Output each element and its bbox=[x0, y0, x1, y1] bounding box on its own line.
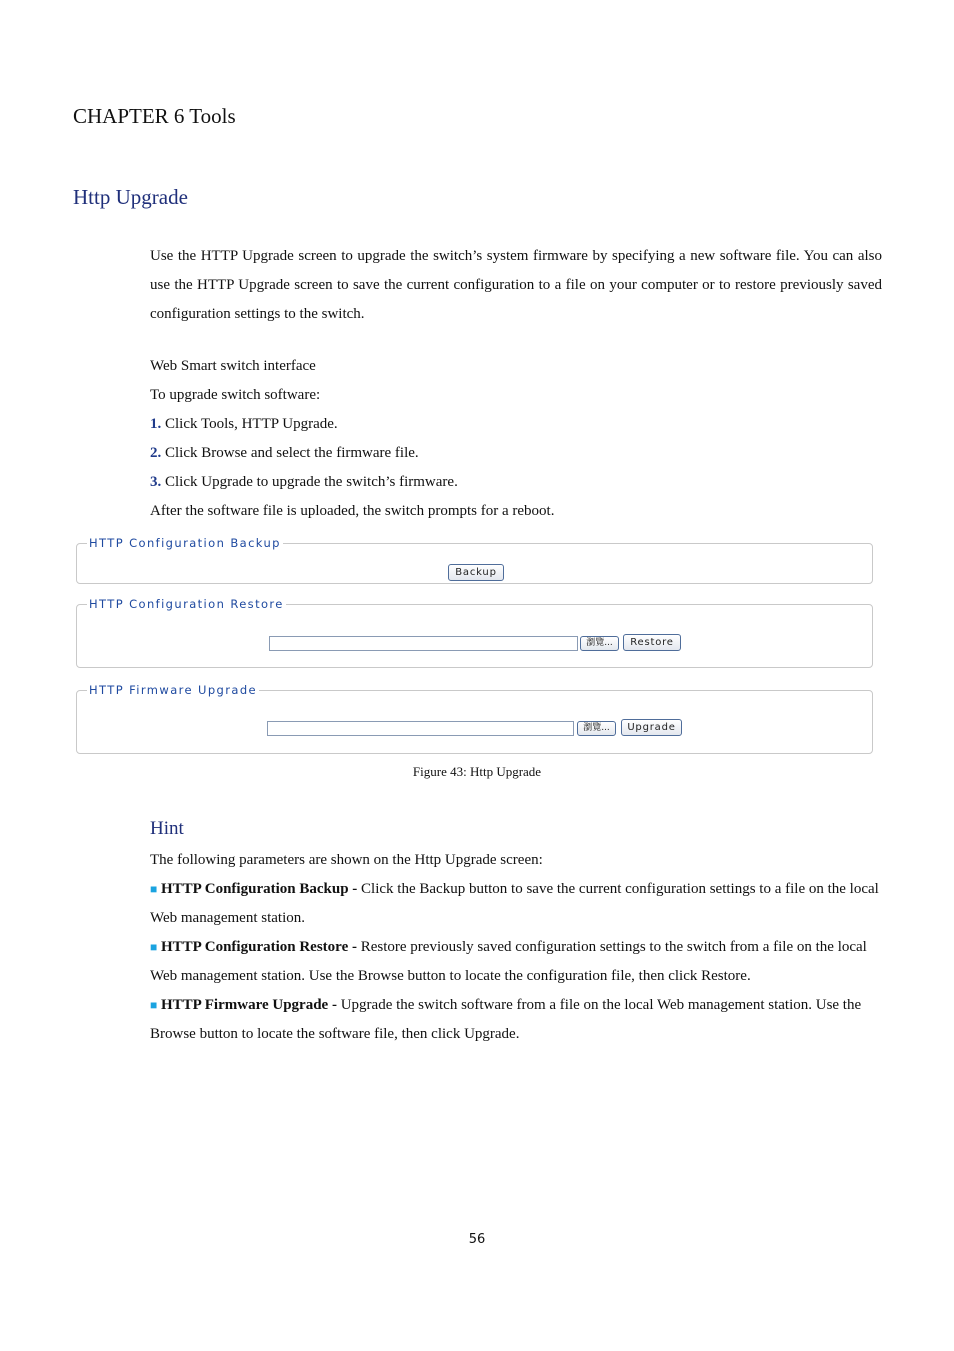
restore-browse-button[interactable]: 瀏覽... bbox=[580, 636, 619, 651]
web-smart-label: Web Smart switch interface bbox=[150, 358, 316, 374]
bullet-square-icon: ■ bbox=[150, 882, 158, 896]
chapter-title: CHAPTER 6 Tools bbox=[73, 104, 236, 128]
hint-desc: Click the Backup button to save the current configuration settings to a file on the local Web management station. bbox=[150, 881, 879, 926]
procedure-intro: To upgrade switch software: bbox=[150, 387, 321, 403]
restore-panel bbox=[76, 598, 873, 668]
figure-caption: Figure 43: Http Upgrade bbox=[412, 764, 542, 779]
hint-intro: The following parameters are shown on the Http Upgrade screen: bbox=[150, 852, 543, 868]
hint-term: HTTP Configuration Backup - bbox=[161, 881, 358, 897]
upgrade-panel-legend: HTTP Firmware Upgrade bbox=[89, 683, 258, 697]
backup-panel bbox=[76, 537, 873, 584]
step-number: 3. bbox=[150, 474, 162, 490]
step-text: Click Tools, HTTP Upgrade. bbox=[161, 416, 338, 432]
step-1 bbox=[150, 416, 338, 433]
restore-button[interactable]: Restore bbox=[623, 634, 681, 651]
upgrade-browse-button[interactable]: 瀏覽... bbox=[577, 721, 616, 736]
upgrade-panel bbox=[76, 684, 873, 754]
step-number: 2. bbox=[150, 445, 162, 461]
hint-term: HTTP Configuration Restore - bbox=[161, 939, 357, 955]
bullet-square-icon: ■ bbox=[150, 998, 158, 1012]
step-3 bbox=[150, 474, 458, 491]
hint-body bbox=[150, 846, 885, 1049]
hint-term: HTTP Firmware Upgrade - bbox=[161, 997, 337, 1013]
backup-panel-legend: HTTP Configuration Backup bbox=[89, 536, 281, 550]
hint-desc: Restore previously saved configuration settings to the switch from a file on the local Web management station. Use the Browse button to locate the configuration file, then click Restore. bbox=[150, 939, 867, 984]
intro-paragraph: Use the HTTP Upgrade screen to upgrade the switch’s system firmware by specifying a new software file. You can also use the HTTP Upgrade screen to save the current configuration to a file on your computer or to restore previously saved configuration settings to the switch. bbox=[150, 248, 882, 322]
step-text: Click Upgrade to upgrade the switch’s firmware. bbox=[161, 474, 458, 490]
upgrade-file-input[interactable] bbox=[267, 721, 574, 736]
hint-item-restore bbox=[150, 933, 885, 991]
section-title: Http Upgrade bbox=[73, 185, 188, 209]
backup-button[interactable]: Backup bbox=[448, 564, 504, 581]
step-number: 1. bbox=[150, 416, 162, 432]
hint-item-upgrade bbox=[150, 991, 885, 1049]
restore-file-input[interactable] bbox=[269, 636, 578, 651]
bullet-square-icon: ■ bbox=[150, 940, 158, 954]
step-2 bbox=[150, 445, 419, 462]
hint-title: Hint bbox=[150, 818, 184, 839]
after-upload-note: After the software file is uploaded, the switch prompts for a reboot. bbox=[150, 503, 555, 519]
step-text: Click Browse and select the firmware file. bbox=[161, 445, 419, 461]
page-number: 56 bbox=[468, 1232, 486, 1247]
restore-panel-legend: HTTP Configuration Restore bbox=[89, 597, 284, 611]
hint-item-backup bbox=[150, 875, 885, 933]
hint-desc: Upgrade the switch software from a file on the local Web management station. Use the Browse button to locate the software file, then click Upgrade. bbox=[150, 997, 862, 1042]
upgrade-button[interactable]: Upgrade bbox=[621, 719, 682, 736]
